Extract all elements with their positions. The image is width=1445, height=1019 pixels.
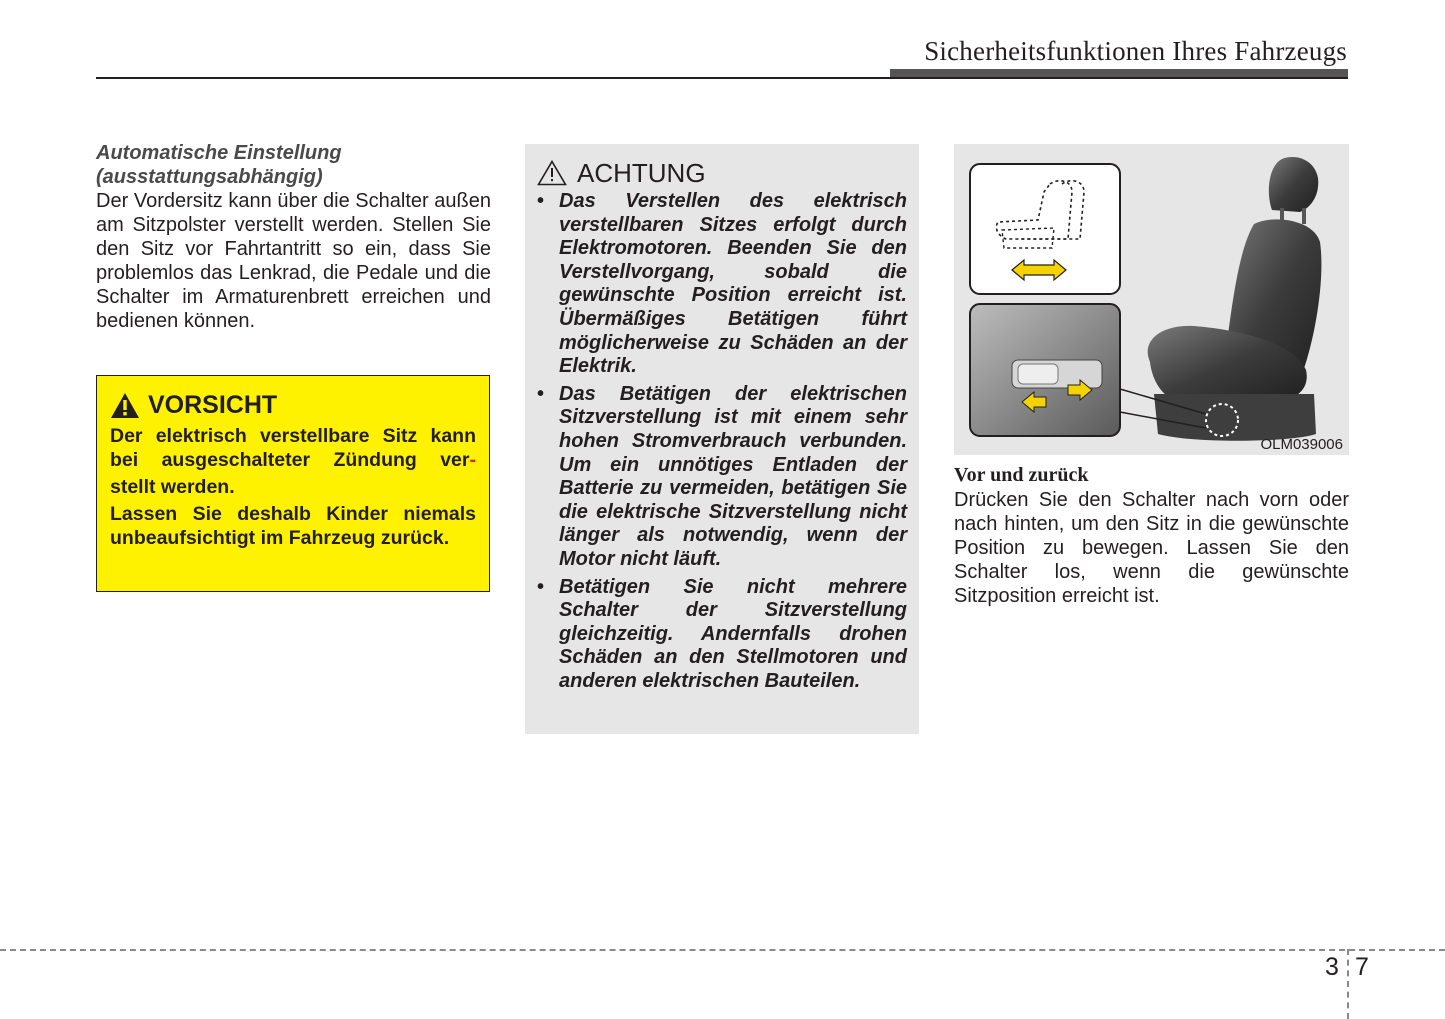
- forward-backward-paragraph: Drücken Sie den Schalter nach vorn oder nach hinten, um den Sitz in die gewünschte Position zu bewegen. Lassen Sie den Schalter los, wenn die gewünschte Sitzposition erreicht ist.: [954, 489, 1349, 607]
- intro-paragraph: Der Vordersitz kann über die Schalter außen am Sitzpolster verstellt werden. Stellen Sie den Sitz vor Fahrtantritt so ein, dass Sie problemlos das Lenkrad, die Pedale und die Schalter im Armaturenbrett erreichen und bedienen können.: [96, 190, 491, 332]
- seat-illustration: [954, 144, 1349, 455]
- page-number: 7: [1355, 953, 1369, 981]
- warning-title: [537, 158, 907, 188]
- section-title: Sicherheitsfunktionen Ihres Fahrzeugs: [924, 36, 1347, 66]
- figure-code: OLM039006: [1260, 436, 1343, 453]
- warning-title-text: ACHTUNG: [577, 158, 706, 188]
- footer-vertical-dash: [1347, 949, 1349, 1019]
- hyphen-red: -: [469, 449, 476, 471]
- caution-paragraph-1b: stellt werden.: [110, 476, 235, 498]
- forward-backward-heading: Vor und zurück: [954, 464, 1089, 486]
- seat-illustration-svg: [954, 144, 1349, 455]
- subheading-line2: (ausstattungsabhängig): [96, 166, 323, 188]
- seat-icon: [1148, 157, 1322, 441]
- caution-paragraph-1: Der elektrisch verstellbare Sitz kann bei ausgeschalteter Zündung ver-: [110, 425, 476, 471]
- subheading-line1: Automatische Einstellung: [96, 142, 342, 164]
- caution-paragraph-2: Lassen Sie deshalb Kinder niemals unbeaufsichtigt im Fahrzeug zurück.: [110, 503, 476, 549]
- seat-movement-diagram: [970, 164, 1120, 294]
- warning-item: • Das Verstellen des elektrisch verstellbaren Sitzes erfolgt durch Elektromotoren. Beenden Sie den Verstellvorgang, sobald die gewünschte Position erreicht ist. Übermäßiges Betätigen führt möglicherweise zu Schäden an der Elektrik.: [537, 190, 907, 378]
- warning-triangle-filled-icon: [110, 392, 140, 419]
- warning-triangle-outline-icon: [537, 160, 567, 186]
- header-rule: [96, 77, 1348, 79]
- right-column: [954, 462, 1349, 608]
- warning-item: • Das Betätigen der elektrischen Sitzverstellung ist mit einem sehr hohen Stromverbrauch verbunden. Um ein unnötiges Entladen der Batterie zu vermeiden, betätigen Sie die elektrische Sitzverstellung nicht länger als notwendig, wenn der Motor nicht läuft.: [537, 382, 907, 570]
- warning-item: • Betätigen Sie nicht mehrere Schalter der Sitzverstellung gleichzeitig. Andernfalls drohen Schäden an den Stellmotoren und anderen elektrischen Bauteilen.: [537, 575, 907, 692]
- switch-panel-inset: [970, 304, 1120, 436]
- caution-box: [96, 375, 490, 592]
- caution-title: [110, 390, 476, 420]
- warning-box: [525, 144, 919, 734]
- caution-title-text: VORSICHT: [148, 391, 278, 419]
- section-number: 3: [1325, 953, 1339, 981]
- warning-list: [537, 190, 907, 693]
- footer-dashed-line: [0, 949, 1445, 951]
- left-column: [96, 141, 491, 333]
